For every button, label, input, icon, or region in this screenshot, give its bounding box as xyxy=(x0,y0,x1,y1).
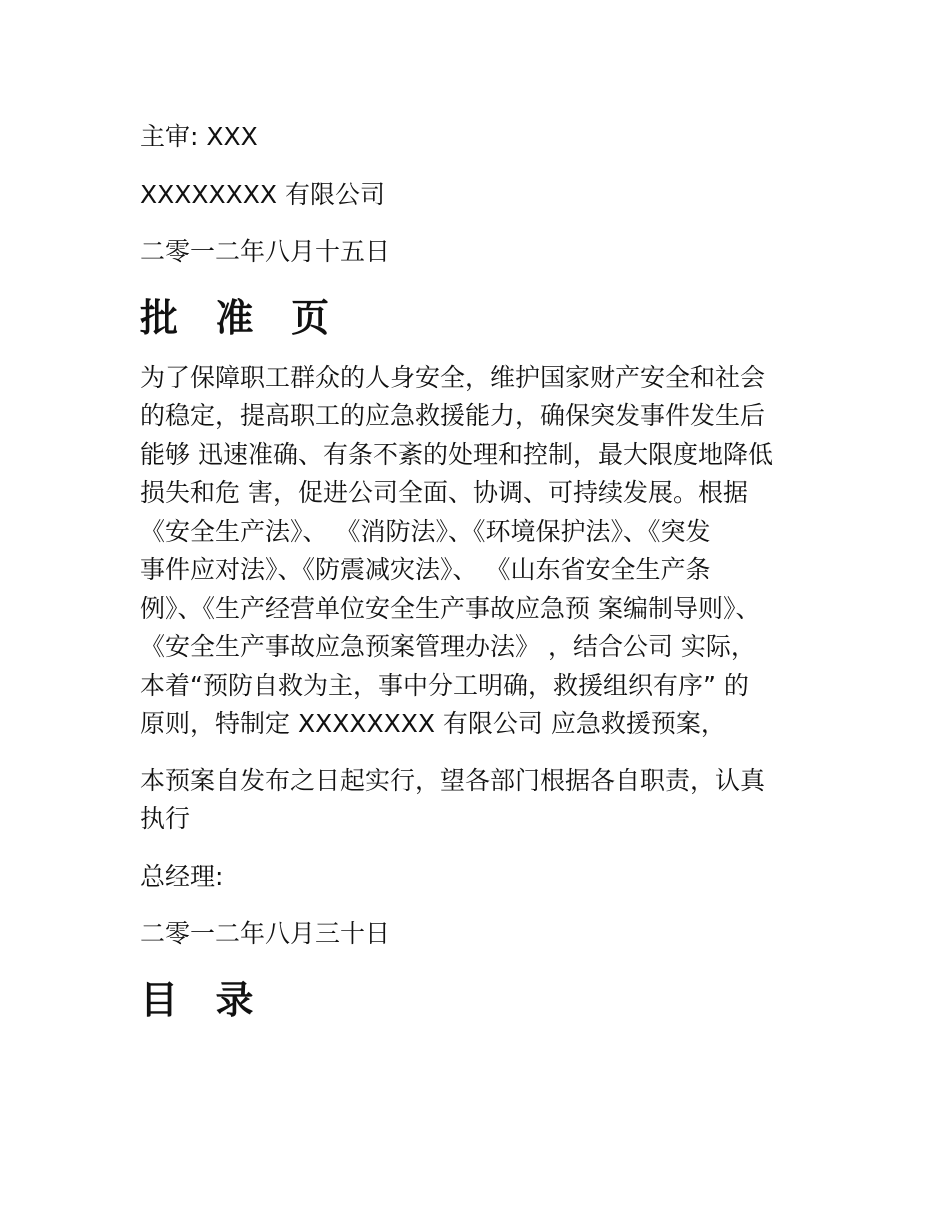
paragraph-line: 损失和危 害，促进公司全面、协调、可持续发展。根据 xyxy=(140,478,748,507)
approval-paragraph xyxy=(140,359,840,744)
company-name: XXXXXXXX 有限公司 xyxy=(140,179,385,209)
paragraph-line: 《安全生产法》、 《消防法》、《环境保护法》、《突发 xyxy=(140,516,711,546)
reviewer-line: 主审: XXX xyxy=(140,122,258,151)
table-of-contents-title: 目 录 xyxy=(140,977,266,1022)
general-manager-label: 总经理: xyxy=(140,861,224,891)
approval-page-title: 批 准 页 xyxy=(140,295,342,340)
paragraph-line: 执行 xyxy=(140,804,191,833)
signature-date: 二零一二年八月三十日 xyxy=(140,919,391,948)
page-content xyxy=(140,118,840,1023)
paragraph-line: 《安全生产事故应急预案管理办法》 ，结合公司 实际， xyxy=(140,632,756,661)
paragraph-line: 能够 迅速准确、有条不紊的处理和控制，最大限度地降低 xyxy=(140,439,773,469)
paragraph-line: 的稳定，提高职工的应急救援能力，确保突发事件发生后 xyxy=(140,401,766,430)
paragraph-line: 本着“预防自救为主，事中分工明确，救援组织有序” 的 xyxy=(140,670,749,700)
paragraph-line: 原则，特制定 XXXXXXXX 有限公司 应急救援预案， xyxy=(140,709,726,738)
implementation-paragraph xyxy=(140,762,840,839)
issue-date: 二零一二年八月十五日 xyxy=(140,237,391,266)
paragraph-line: 例》、《生产经营单位安全生产事故应急预 案编制导则》、 xyxy=(140,593,761,623)
paragraph-line: 事件应对法》、《防震减灾法》、 《山东省安全生产条 xyxy=(140,555,711,584)
paragraph-line: 为了保障职工群众的人身安全，维护国家财产安全和社会 xyxy=(140,362,766,392)
paragraph-line: 本预案自发布之日起实行，望各部门根据各自职责，认真 xyxy=(140,765,766,795)
